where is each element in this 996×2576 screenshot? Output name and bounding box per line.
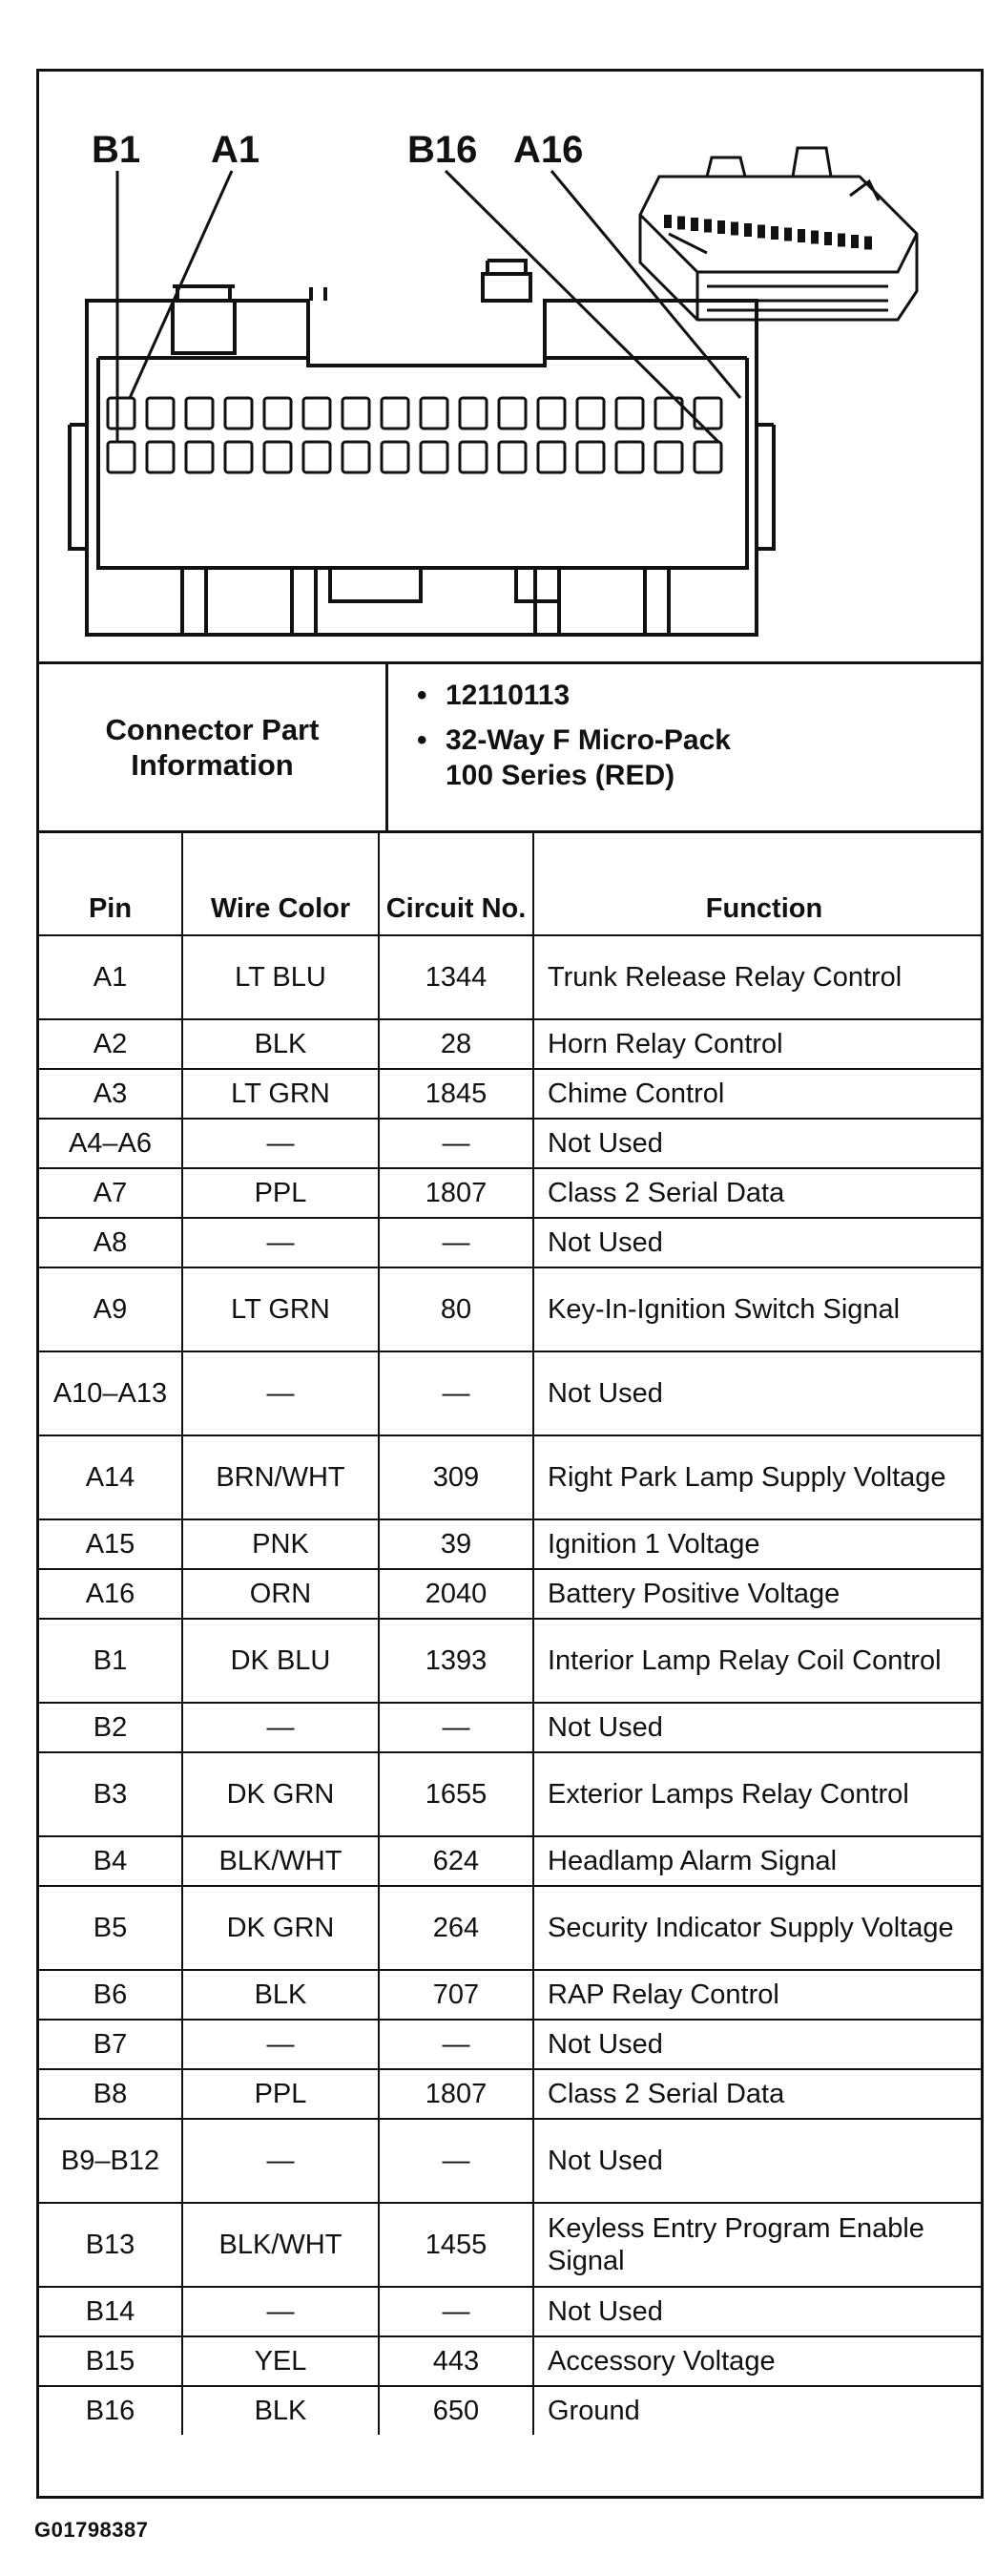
table-row (39, 1970, 981, 2020)
cell-function: Security Indicator Supply Voltage (533, 1886, 981, 1970)
cell-wire-color: YEL (182, 2336, 379, 2386)
cell-circuit-no: 2040 (379, 1569, 533, 1619)
cell-wire-color: — (182, 1218, 379, 1267)
cell-pin: B9–B12 (39, 2119, 182, 2203)
pin-cavity (225, 398, 252, 429)
isometric-pin (691, 218, 698, 231)
header-circuit-no: Circuit No. (379, 833, 533, 935)
label-b16: B16 (407, 129, 478, 171)
cell-pin: B13 (39, 2203, 182, 2287)
cell-pin: B16 (39, 2386, 182, 2435)
pin-cavity (460, 398, 487, 429)
pin-cavity (538, 398, 565, 429)
cell-pin: B15 (39, 2336, 182, 2386)
cell-circuit-no: 80 (379, 1267, 533, 1351)
cell-wire-color: — (182, 2020, 379, 2069)
isometric-pin (717, 220, 725, 234)
label-a1: A1 (211, 129, 260, 171)
cell-pin: A3 (39, 1069, 182, 1119)
cell-circuit-no: 1807 (379, 2069, 533, 2119)
cell-wire-color: BLK/WHT (182, 1836, 379, 1886)
pin-cavity (225, 442, 252, 472)
isometric-pin (757, 225, 765, 239)
pin-cavity (499, 442, 526, 472)
pinout-table (39, 833, 981, 2435)
cell-pin: B5 (39, 1886, 182, 1970)
cell-function: Keyless Entry Program Enable Signal (533, 2203, 981, 2287)
connector-drawing (39, 72, 981, 664)
table-row (39, 2203, 981, 2287)
cell-pin: A9 (39, 1267, 182, 1351)
cell-wire-color: — (182, 1119, 379, 1168)
cell-wire-color: LT GRN (182, 1267, 379, 1351)
cell-function: Battery Positive Voltage (533, 1569, 981, 1619)
cell-circuit-no: 707 (379, 1970, 533, 2020)
cell-circuit-no: 1393 (379, 1619, 533, 1703)
cell-circuit-no: 624 (379, 1836, 533, 1886)
isometric-pin (864, 237, 872, 250)
cell-function: Trunk Release Relay Control (533, 935, 981, 1019)
table-row (39, 1218, 981, 1267)
header-wire-color: Wire Color (182, 833, 379, 935)
isometric-pin (838, 234, 845, 247)
label-a16: A16 (513, 129, 584, 171)
cell-function: Exterior Lamps Relay Control (533, 1752, 981, 1836)
pin-cavity (382, 442, 408, 472)
pinout-table-header (39, 833, 981, 935)
isometric-pin (704, 220, 712, 233)
cell-wire-color: — (182, 1351, 379, 1435)
table-row (39, 1267, 981, 1351)
cell-function: Not Used (533, 1218, 981, 1267)
pin-cavity (303, 398, 330, 429)
cell-function: Class 2 Serial Data (533, 1168, 981, 1218)
cell-function: RAP Relay Control (533, 1970, 981, 2020)
isometric-pin (771, 226, 778, 240)
pin-cavity (264, 398, 291, 429)
cell-wire-color: DK BLU (182, 1619, 379, 1703)
table-row (39, 2386, 981, 2435)
pin-cavities (108, 398, 721, 472)
pin-cavity (342, 442, 369, 472)
cell-pin: A15 (39, 1519, 182, 1569)
cell-circuit-no: 309 (379, 1435, 533, 1519)
cell-pin: B14 (39, 2287, 182, 2336)
cell-function: Chime Control (533, 1069, 981, 1119)
cell-circuit-no: 1455 (379, 2203, 533, 2287)
connector-description: • 32-Way F Micro-Pack 100 Series (RED) (417, 723, 981, 793)
cell-wire-color: BLK (182, 2386, 379, 2435)
cell-wire-color: BLK (182, 1970, 379, 2020)
isometric-pin (811, 231, 819, 244)
cell-function: Ignition 1 Voltage (533, 1519, 981, 1569)
cell-wire-color: LT GRN (182, 1069, 379, 1119)
pin-cavity (147, 398, 174, 429)
cell-function: Key-In-Ignition Switch Signal (533, 1267, 981, 1351)
cell-wire-color: ORN (182, 1569, 379, 1619)
pin-cavity (186, 442, 213, 472)
cell-circuit-no: 1845 (379, 1069, 533, 1119)
isometric-pin (784, 228, 792, 241)
table-row (39, 1069, 981, 1119)
cell-wire-color: DK GRN (182, 1886, 379, 1970)
isometric-pin (664, 215, 672, 228)
table-row (39, 1119, 981, 1168)
pin-cavity (108, 442, 135, 472)
cell-circuit-no: — (379, 2287, 533, 2336)
cell-function: Not Used (533, 2119, 981, 2203)
header-function: Function (533, 833, 981, 935)
cell-function: Not Used (533, 1351, 981, 1435)
pin-cavity (655, 442, 682, 472)
table-row (39, 1569, 981, 1619)
cell-circuit-no: — (379, 2020, 533, 2069)
pin-cavity (382, 398, 408, 429)
cell-wire-color: — (182, 1703, 379, 1752)
figure-reference-id: G01798387 (34, 2518, 149, 2542)
cell-wire-color: LT BLU (182, 935, 379, 1019)
cell-circuit-no: — (379, 1218, 533, 1267)
pin-cavity (264, 442, 291, 472)
connector-pinout-figure (36, 69, 984, 2499)
pin-cavity (108, 398, 135, 429)
cell-function: Right Park Lamp Supply Voltage (533, 1435, 981, 1519)
cell-circuit-no: 650 (379, 2386, 533, 2435)
cell-pin: B4 (39, 1836, 182, 1886)
cell-wire-color: — (182, 2119, 379, 2203)
cell-pin: B3 (39, 1752, 182, 1836)
isometric-pin (731, 222, 738, 236)
pin-cavity (186, 398, 213, 429)
cell-wire-color: PPL (182, 1168, 379, 1218)
pin-cavity (460, 442, 487, 472)
isometric-pin (824, 232, 832, 245)
cell-function: Not Used (533, 1703, 981, 1752)
pin-cavity (695, 442, 721, 472)
cell-function: Not Used (533, 1119, 981, 1168)
cell-circuit-no: — (379, 1703, 533, 1752)
connector-part-information (39, 664, 981, 833)
pin-cavity (538, 442, 565, 472)
part-number: • 12110113 (417, 678, 981, 713)
isometric-pin (851, 235, 859, 248)
cell-pin: A2 (39, 1019, 182, 1069)
pin-cavity (577, 442, 604, 472)
pin-cavity (303, 442, 330, 472)
connector-face-diagram (39, 72, 981, 664)
cell-circuit-no: — (379, 1351, 533, 1435)
cell-function: Headlamp Alarm Signal (533, 1836, 981, 1886)
table-row (39, 1619, 981, 1703)
table-row (39, 1351, 981, 1435)
cell-function: Ground (533, 2386, 981, 2435)
cell-circuit-no: 39 (379, 1519, 533, 1569)
header-pin: Pin (39, 833, 182, 935)
table-row (39, 2336, 981, 2386)
table-row (39, 1435, 981, 1519)
table-row (39, 1752, 981, 1836)
leader-lines (117, 171, 740, 442)
table-row (39, 1019, 981, 1069)
cell-function: Class 2 Serial Data (533, 2069, 981, 2119)
table-row (39, 1886, 981, 1970)
table-row (39, 1703, 981, 1752)
isometric-pin (744, 223, 752, 237)
isometric-pin (798, 229, 805, 242)
cell-circuit-no: — (379, 2119, 533, 2203)
table-row (39, 1836, 981, 1886)
table-row (39, 935, 981, 1019)
table-row (39, 2119, 981, 2203)
cell-wire-color: BLK (182, 1019, 379, 1069)
cell-pin: B7 (39, 2020, 182, 2069)
cell-function: Not Used (533, 2020, 981, 2069)
table-row (39, 2287, 981, 2336)
cell-pin: A8 (39, 1218, 182, 1267)
cell-pin: B6 (39, 1970, 182, 2020)
table-row (39, 1168, 981, 1218)
pin-cavity (147, 442, 174, 472)
isometric-pin-row (664, 215, 872, 250)
connector-info-title: Connector Part Information (39, 664, 388, 830)
cell-pin: A1 (39, 935, 182, 1019)
cell-circuit-no: 1344 (379, 935, 533, 1019)
pin-cavity (342, 398, 369, 429)
table-row (39, 1519, 981, 1569)
cell-pin: B2 (39, 1703, 182, 1752)
cell-circuit-no: 1655 (379, 1752, 533, 1836)
cell-function: Accessory Voltage (533, 2336, 981, 2386)
cell-pin: A7 (39, 1168, 182, 1218)
cell-function: Interior Lamp Relay Coil Control (533, 1619, 981, 1703)
cell-circuit-no: 28 (379, 1019, 533, 1069)
cell-circuit-no: 443 (379, 2336, 533, 2386)
cell-function: Not Used (533, 2287, 981, 2336)
cell-wire-color: PNK (182, 1519, 379, 1569)
pin-cavity (616, 442, 643, 472)
isometric-pin (677, 217, 685, 230)
label-b1: B1 (92, 129, 141, 171)
pin-cavity (499, 398, 526, 429)
cell-pin: B8 (39, 2069, 182, 2119)
cell-circuit-no: 264 (379, 1886, 533, 1970)
cell-pin: A14 (39, 1435, 182, 1519)
table-row (39, 2020, 981, 2069)
cell-pin: A4–A6 (39, 1119, 182, 1168)
cell-wire-color: — (182, 2287, 379, 2336)
pin-cavity (577, 398, 604, 429)
cell-wire-color: BLK/WHT (182, 2203, 379, 2287)
pin-cavity (616, 398, 643, 429)
cell-function: Horn Relay Control (533, 1019, 981, 1069)
cell-pin: A10–A13 (39, 1351, 182, 1435)
connector-info-details (388, 664, 981, 830)
cell-wire-color: PPL (182, 2069, 379, 2119)
cell-pin: B1 (39, 1619, 182, 1703)
table-row (39, 2069, 981, 2119)
pin-cavity (421, 442, 447, 472)
cell-circuit-no: 1807 (379, 1168, 533, 1218)
cell-wire-color: BRN/WHT (182, 1435, 379, 1519)
cell-pin: A16 (39, 1569, 182, 1619)
cell-circuit-no: — (379, 1119, 533, 1168)
pin-cavity (421, 398, 447, 429)
cell-wire-color: DK GRN (182, 1752, 379, 1836)
